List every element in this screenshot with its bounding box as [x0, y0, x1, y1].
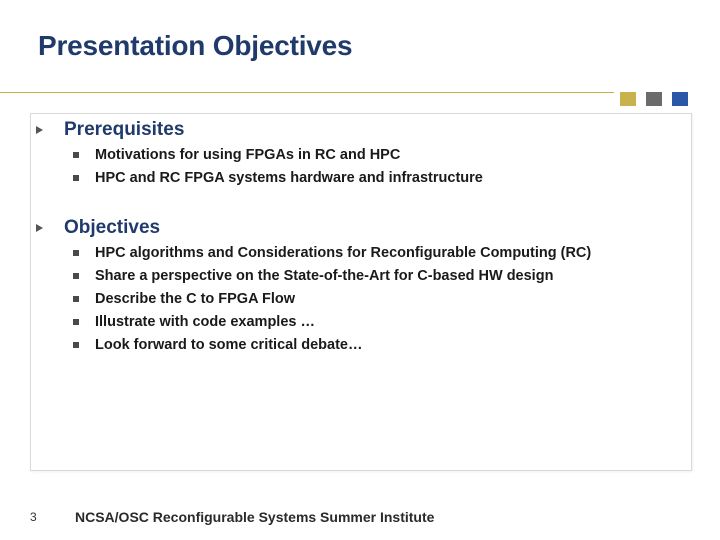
- page-number: 3: [30, 510, 37, 524]
- slide-title: Presentation Objectives: [38, 30, 353, 61]
- square-bullet-icon: [73, 175, 79, 181]
- section-heading-prerequisites: [36, 118, 184, 142]
- accent-square-blue: [672, 92, 688, 106]
- square-bullet-icon: [73, 250, 79, 256]
- arrow-bullet-icon: [36, 224, 43, 232]
- square-bullet-icon: [73, 273, 79, 279]
- list-item: [73, 335, 363, 355]
- list-item-text: HPC and RC FPGA systems hardware and infrastructure: [95, 170, 483, 186]
- list-item-text: Motivations for using FPGAs in RC and HPC: [95, 147, 401, 163]
- accent-square-gray: [646, 92, 662, 106]
- square-bullet-icon: [73, 319, 79, 325]
- section-heading-objectives: [36, 216, 160, 240]
- arrow-bullet-icon: [36, 126, 43, 134]
- square-bullet-icon: [73, 152, 79, 158]
- square-bullet-icon: [73, 342, 79, 348]
- list-item: [73, 145, 400, 165]
- section-heading-text: Prerequisites: [64, 119, 185, 140]
- list-item: [73, 289, 295, 309]
- accent-square-gold: [620, 92, 636, 106]
- list-item: [73, 266, 553, 286]
- list-item-text: Illustrate with code examples …: [95, 314, 315, 330]
- title-divider: [0, 92, 614, 93]
- list-item-text: Describe the C to FPGA Flow: [95, 291, 296, 307]
- list-item-text: Look forward to some critical debate…: [95, 337, 363, 353]
- list-item: [73, 243, 591, 263]
- list-item: [73, 312, 315, 332]
- list-item: [73, 168, 483, 188]
- footer-text: NCSA/OSC Reconfigurable Systems Summer Institute: [75, 509, 435, 525]
- square-bullet-icon: [73, 296, 79, 302]
- list-item-text: Share a perspective on the State-of-the-Art for C-based HW design: [95, 268, 554, 284]
- section-heading-text: Objectives: [64, 217, 161, 238]
- list-item-text: HPC algorithms and Considerations for Reconfigurable Computing (RC): [95, 245, 592, 261]
